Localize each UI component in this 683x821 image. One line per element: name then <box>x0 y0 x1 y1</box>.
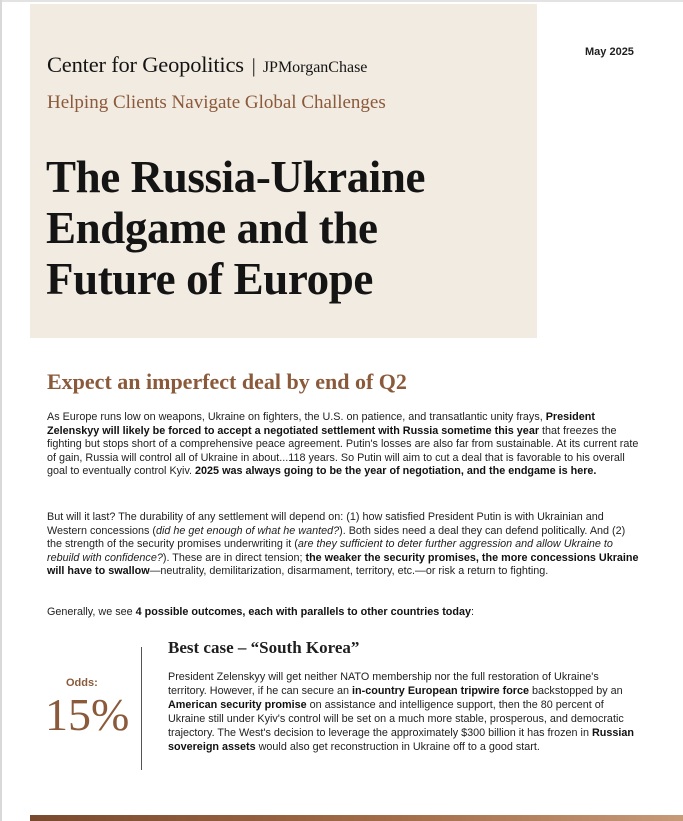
text-run: But will it last? The durability of any settlement will depend on: (1) how satisfied President Putin is with Ukrainian and Western concessions ( <box>47 511 604 537</box>
bold-run: 2025 was always going to be the year of negotiation, and the endgame is here. <box>195 465 597 478</box>
text-run: —neutrality, demilitarization, disarmament, territory, etc.—or risk a return to fighting. <box>149 565 549 578</box>
text-run: : <box>471 606 475 618</box>
odds-label: Odds: <box>66 677 98 689</box>
brand-name: Center for Geopolitics <box>47 52 244 77</box>
text-run: backstopped by an <box>529 685 623 697</box>
footer-accent-bar <box>30 815 683 821</box>
outcomes-intro-paragraph <box>47 606 643 620</box>
page-left-border <box>0 0 2 821</box>
title-line: Endgame and the <box>46 203 378 253</box>
text-run: ). Both sides need a deal they can defend politically. And (2) the strength of the security promises underwriting it ( <box>47 524 626 551</box>
bold-run: 4 possible outcomes, each with parallels to other countries today <box>135 606 472 618</box>
text-run: President Zelenskyy will get neither NATO membership nor the full restoration of Ukraine's territory. However, if he can secure an <box>168 671 599 697</box>
italic-run: are they sufficient to deter further aggression and allow Ukraine to rebuild with confidence? <box>47 538 613 564</box>
brand-lockup <box>47 52 367 78</box>
text-run: As Europe runs low on weapons, Ukraine on fighters, the U.S. on patience, and transatlantic unity frays, <box>47 411 546 423</box>
bold-run: Russian sovereign assets <box>168 727 634 753</box>
page-top-border <box>0 0 683 2</box>
outcome-divider <box>141 647 142 770</box>
brand-separator: | <box>251 55 256 77</box>
bold-run: in-country European tripwire force <box>352 685 530 697</box>
bold-run: American security promise <box>168 699 307 711</box>
text-run: Generally, we see <box>47 606 136 618</box>
intro-paragraph <box>47 411 643 479</box>
title-line: The Russia-Ukraine <box>46 152 426 202</box>
odds-value: 15% <box>45 689 130 740</box>
publication-date: May 2025 <box>585 46 634 58</box>
tagline: Helping Clients Navigate Global Challenges <box>47 92 386 113</box>
partner-logo-text: JPMorganChase <box>262 59 368 76</box>
hero-panel <box>30 4 537 338</box>
page-title <box>46 152 526 305</box>
title-line: Future of Europe <box>46 254 373 304</box>
text-run: that freezes the fighting but stops short of a comprehensive peace agreement. Putin's losses are also far from sustainable. At its current rate of gain, Russia will control all of Ukraine in about...118 years. So Putin will aim to cut a deal that is favorable to his overall goal to eventually control Kyiv. <box>47 424 639 478</box>
section-heading: Expect an imperfect deal by end of Q2 <box>47 369 407 394</box>
text-run: on assistance and intelligence support, then the 80 percent of Ukraine still under Kyiv's control will be set on a much more stable, prosperous, and democratic trajectory. The West's decision to leverage the approximately $300 billion it has frozen in <box>168 699 624 739</box>
outcome-body <box>168 670 638 754</box>
text-run: ). These are in direct tension; <box>162 551 306 564</box>
bold-run: the weaker the security promises, the more concessions Ukraine will have to swallow <box>47 551 639 578</box>
durability-paragraph <box>47 511 643 579</box>
outcome-heading: Best case – “South Korea” <box>168 638 360 657</box>
text-run: would also get reconstruction in Ukraine off to a good start. <box>255 741 540 753</box>
bold-run: President Zelenskyy will likely be forced to accept a negotiated settlement with Russia sometime this year <box>47 411 595 437</box>
italic-run: did he get enough of what he wanted? <box>156 524 340 537</box>
